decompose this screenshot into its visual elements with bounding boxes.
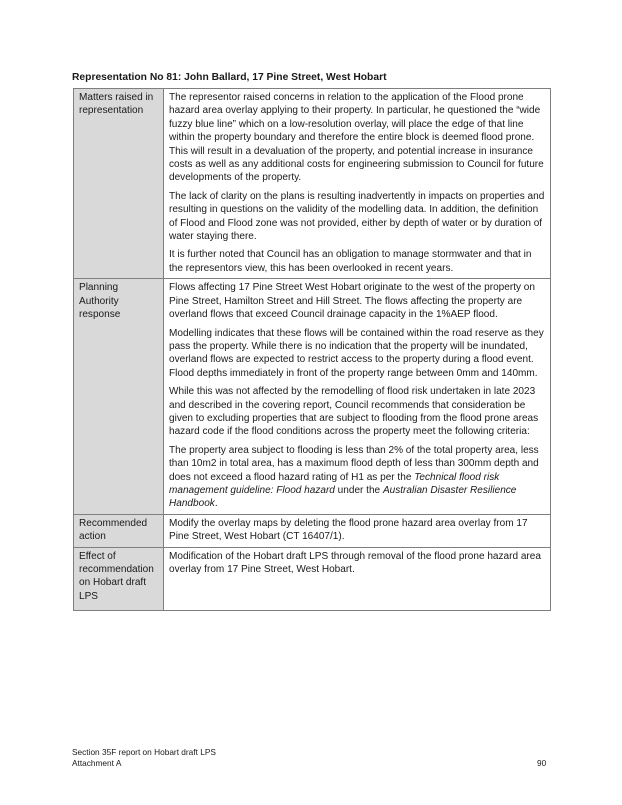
criteria-paragraph xyxy=(169,444,545,511)
paragraph: Modify the overlay maps by deleting the flood prone hazard area overlay from 17 Pine Street, West Hobart (CT 16407/1). xyxy=(169,517,528,543)
criteria-text: under the xyxy=(334,484,383,496)
page-footer xyxy=(72,747,216,768)
paragraph: Modelling indicates that these flows will be contained within the road reserve as they pass the property. While there is no indication that the property will be inundated, overland flows are expected to restrict access to the property during a flood event. Flood depths immediately in front of the property range between 0mm and 140mm. xyxy=(169,327,544,379)
row-content-effect xyxy=(164,547,551,610)
paragraph: The lack of clarity on the plans is resulting inadvertently in impacts on properties and resulting in questions on the validity of the modelling data. In addition, the definition of Flood and Flood zone was not provided, either by depth of water or by duration of water staying there. xyxy=(169,190,545,243)
table-row-action xyxy=(74,514,551,547)
handbook-title: Australian Disaster Resilience Handbook xyxy=(169,484,517,510)
paragraph: While this was not affected by the remodelling of flood risk undertaken in late 2023 and described in the covering report, Council recommends that consideration be given to excluding properties that are subject to flooding from the flood prone areas hazard code if the flood conditions across the property meet the following criteria: xyxy=(169,386,539,438)
table-row-matters xyxy=(74,89,551,279)
page-number: 90 xyxy=(537,758,547,768)
criteria-text: The property area subject to flooding is less than 2% of the total property area, less than 10m2 in total area, has a maximum flood depth of less than 300mm depth and does not exceed a flood hazard rating of H1 as per the xyxy=(169,444,539,483)
row-label-action: Recommended action xyxy=(74,514,164,547)
guideline-title: Technical flood risk management guideline: Flood hazard xyxy=(169,471,500,496)
representation-heading: Representation No 81: John Ballard, 17 Pine Street, West Hobart xyxy=(72,72,387,83)
row-label-matters: Matters raised in representation xyxy=(74,89,164,279)
row-label-response: Planning Authority response xyxy=(74,279,164,515)
table-row-response xyxy=(74,279,551,515)
criteria-text: . xyxy=(214,498,218,510)
footer-report-title: Section 35F report on Hobart draft LPS xyxy=(72,747,216,757)
paragraph: Modification of the Hobart draft LPS through removal of the flood prone hazard area overlay from 17 Pine Street, West Hobart. xyxy=(169,550,541,575)
footer-attachment: Attachment A xyxy=(72,757,122,768)
paragraph: The representor raised concerns in relation to the application of the Flood prone hazard area overlay applying to their property. In particular, he questioned the “wide fuzzy blue line” which on a low-resolution overlay, will place the edge of that line within the property boundary and therefore the entire block is deemed flood prone. This will result in a devaluation of the property, and potential increase in insurance costs as well as any additional costs for engineering submission to Council for future developments of the property. xyxy=(169,92,544,184)
row-label-effect: Effect of recommendation on Hobart draft LPS xyxy=(74,547,164,610)
row-content-response xyxy=(164,279,551,515)
table-row-effect xyxy=(74,547,551,610)
row-content-action xyxy=(164,514,551,547)
paragraph: It is further noted that Council has an obligation to manage stormwater and that in the representors view, this has been overlooked in recent years. xyxy=(169,249,532,274)
row-content-matters xyxy=(164,89,551,279)
representation-table xyxy=(73,88,551,611)
paragraph: Flows affecting 17 Pine Street West Hobart originate to the west of the property on Pine Street, Hamilton Street and Hill Street. The flows affecting the property are overland flows that exceed Council drainage capacity in the 1%AEP flood. xyxy=(169,282,535,321)
